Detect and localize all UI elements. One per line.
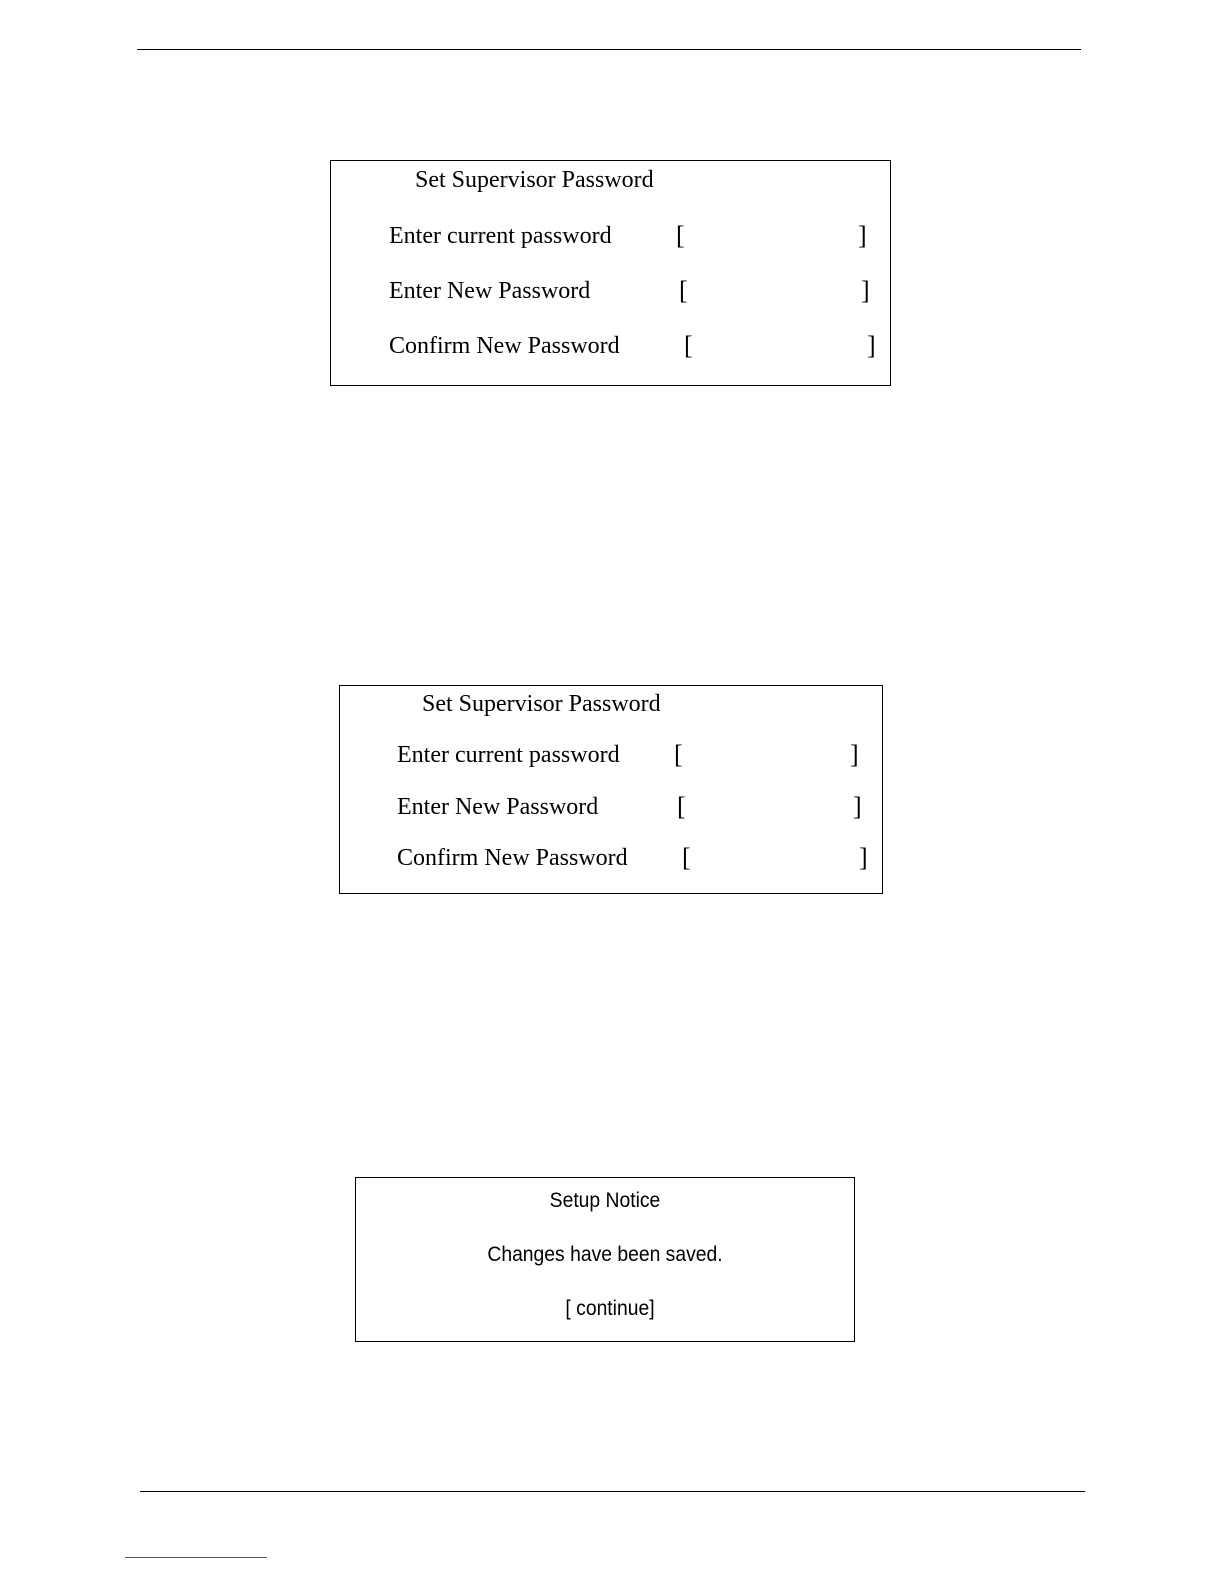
new-password-field-open[interactable]: [ xyxy=(679,276,688,305)
new-password-field-close[interactable]: ] xyxy=(861,276,870,305)
footer-link-underline xyxy=(125,1557,267,1558)
dialog-title: Set Supervisor Password xyxy=(422,691,661,717)
dialog-title: Set Supervisor Password xyxy=(415,167,654,193)
current-password-label: Enter current password xyxy=(397,742,620,768)
confirm-password-label: Confirm New Password xyxy=(397,845,628,871)
footer-rule xyxy=(140,1491,1085,1492)
set-supervisor-password-dialog xyxy=(339,685,883,894)
new-password-field-close[interactable]: ] xyxy=(853,792,862,821)
continue-button[interactable]: [ continue] xyxy=(565,1297,655,1320)
set-supervisor-password-dialog xyxy=(330,160,891,386)
confirm-password-label: Confirm New Password xyxy=(389,333,620,359)
confirm-password-field-close[interactable]: ] xyxy=(859,843,868,872)
header-rule xyxy=(137,49,1081,50)
current-password-field-open[interactable]: [ xyxy=(676,221,685,250)
new-password-label: Enter New Password xyxy=(397,794,599,820)
new-password-label: Enter New Password xyxy=(389,278,591,304)
notice-title: Setup Notice xyxy=(549,1189,661,1212)
current-password-label: Enter current password xyxy=(389,223,612,249)
current-password-field-open[interactable]: [ xyxy=(674,740,683,769)
current-password-field-close[interactable]: ] xyxy=(858,221,867,250)
confirm-password-field-open[interactable]: [ xyxy=(682,843,691,872)
notice-message: Changes have been saved. xyxy=(487,1243,723,1266)
confirm-password-field-close[interactable]: ] xyxy=(867,331,876,360)
new-password-field-open[interactable]: [ xyxy=(677,792,686,821)
setup-notice-dialog xyxy=(355,1177,855,1342)
confirm-password-field-open[interactable]: [ xyxy=(684,331,693,360)
current-password-field-close[interactable]: ] xyxy=(850,740,859,769)
